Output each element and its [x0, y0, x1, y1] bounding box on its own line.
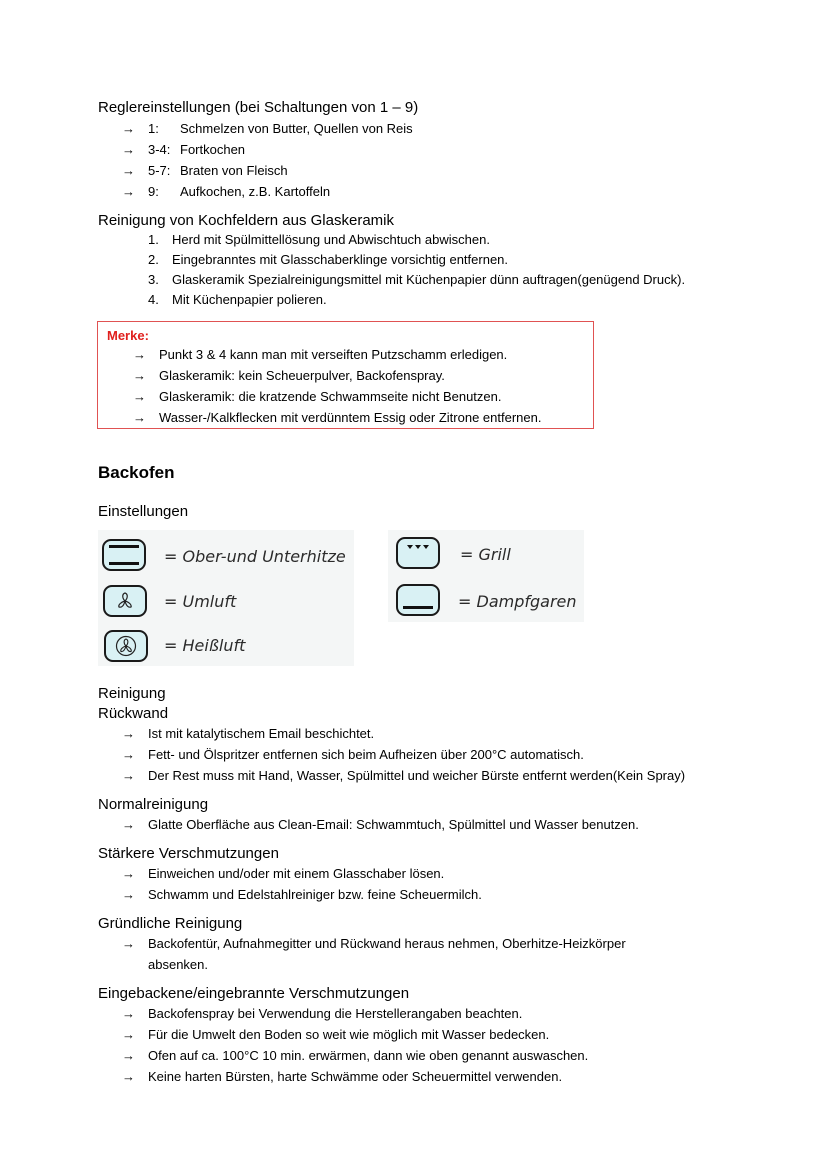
arrow-icon: →	[122, 1027, 135, 1042]
list-item: → Ist mit katalytischem Email beschichtet.	[122, 726, 375, 741]
backofen-title: Backofen	[98, 463, 175, 482]
list-item: → Keine harten Bürsten, harte Schwämme oder Scheuermittel verwenden.	[122, 1069, 563, 1084]
dampfgaren-icon	[396, 584, 440, 616]
heissluft-label: = Heißluft	[164, 636, 246, 655]
list-item: → 9: Aufkochen, z.B. Kartoffeln	[122, 184, 331, 199]
ober-unterhitze-icon	[102, 539, 146, 571]
list-item: → Der Rest muss mit Hand, Wasser, Spülmittel und weicher Bürste entfernt werden(Kein Spray)	[122, 768, 686, 783]
list-item: 4. Mit Küchenpapier polieren.	[148, 292, 327, 307]
arrow-icon: →	[122, 747, 135, 762]
list-item: → Backofenspray bei Verwendung die Herstellerangaben beachten.	[122, 1006, 523, 1021]
list-item-continuation: absenken.	[148, 957, 208, 972]
list-item: → Fett- und Ölspritzer entfernen sich beim Aufheizen über 200°C automatisch.	[122, 747, 584, 762]
arrow-icon: →	[122, 1006, 135, 1021]
arrow-icon: →	[122, 1048, 135, 1063]
grill-label: = Grill	[460, 545, 511, 564]
staerkere-heading: Stärkere Verschmutzungen	[98, 845, 279, 862]
arrow-icon: →	[122, 887, 135, 902]
glaskeramik-heading: Reinigung von Kochfeldern aus Glaskeramik	[98, 212, 394, 229]
list-item: → Ofen auf ca. 100°C 10 min. erwärmen, dann wie oben genannt auswaschen.	[122, 1048, 589, 1063]
grill-icon	[396, 537, 440, 569]
arrow-icon: →	[122, 866, 135, 881]
list-item: 3. Glaskeramik Spezialreinigungsmittel mit Küchenpapier dünn auftragen(genügend Druck).	[148, 272, 686, 287]
heissluft-icon	[104, 630, 148, 662]
list-item: → Einweichen und/oder mit einem Glasschaber lösen.	[122, 866, 445, 881]
reinigung-heading: Reinigung	[98, 685, 166, 702]
ober-unterhitze-label: = Ober-und Unterhitze	[164, 547, 346, 566]
arrow-icon: →	[122, 1069, 135, 1084]
arrow-icon: →	[122, 936, 135, 951]
dampfgaren-label: = Dampfgaren	[458, 592, 577, 611]
arrow-icon: →	[122, 184, 135, 199]
arrow-icon: →	[122, 121, 135, 136]
list-item: → Schwamm und Edelstahlreiniger bzw. feine Scheuermilch.	[122, 887, 482, 902]
list-item: → Punkt 3 & 4 kann man mit verseiften Putzschamm erledigen.	[133, 347, 508, 362]
normalreinigung-heading: Normalreinigung	[98, 796, 209, 813]
merke-title: Merke:	[107, 328, 149, 343]
eingebacken-heading: Eingebackene/eingebrannte Verschmutzungen	[98, 985, 410, 1002]
umluft-label: = Umluft	[164, 592, 237, 611]
arrow-icon: →	[122, 817, 135, 832]
arrow-icon: →	[122, 726, 135, 741]
list-item: 2. Eingebranntes mit Glasschaberklinge vorsichtig entfernen.	[148, 252, 509, 267]
list-item: → Glaskeramik: die kratzende Schwammseite nicht Benutzen.	[133, 389, 502, 404]
list-item: → Für die Umwelt den Boden so weit wie möglich mit Wasser bedecken.	[122, 1027, 550, 1042]
list-item: → 1: Schmelzen von Butter, Quellen von Reis	[122, 121, 413, 136]
arrow-icon: →	[122, 163, 135, 178]
arrow-icon: →	[133, 410, 146, 425]
arrow-icon: →	[133, 347, 146, 362]
list-item: → Glaskeramik: kein Scheuerpulver, Backofenspray.	[133, 368, 445, 383]
list-item: → 3-4: Fortkochen	[122, 142, 246, 157]
arrow-icon: →	[133, 389, 146, 404]
arrow-icon: →	[122, 142, 135, 157]
regler-heading: Reglereinstellungen (bei Schaltungen von 1 – 9)	[98, 99, 419, 116]
arrow-icon: →	[122, 768, 135, 783]
einstellungen-heading: Einstellungen	[98, 503, 189, 520]
rueckwand-heading: Rückwand	[98, 705, 169, 722]
gruendliche-heading: Gründliche Reinigung	[98, 915, 243, 932]
list-item: → Wasser-/Kalkflecken mit verdünntem Essig oder Zitrone entfernen.	[133, 410, 542, 425]
list-item: → 5-7: Braten von Fleisch	[122, 163, 288, 178]
list-item: → Glatte Oberfläche aus Clean-Email: Schwammtuch, Spülmittel und Wasser benutzen.	[122, 817, 639, 832]
umluft-icon	[103, 585, 147, 617]
list-item: 1. Herd mit Spülmittellösung und Abwischtuch abwischen.	[148, 232, 490, 247]
arrow-icon: →	[133, 368, 146, 383]
list-item: → Backofentür, Aufnahmegitter und Rückwand heraus nehmen, Oberhitze-Heizkörper	[122, 936, 626, 951]
